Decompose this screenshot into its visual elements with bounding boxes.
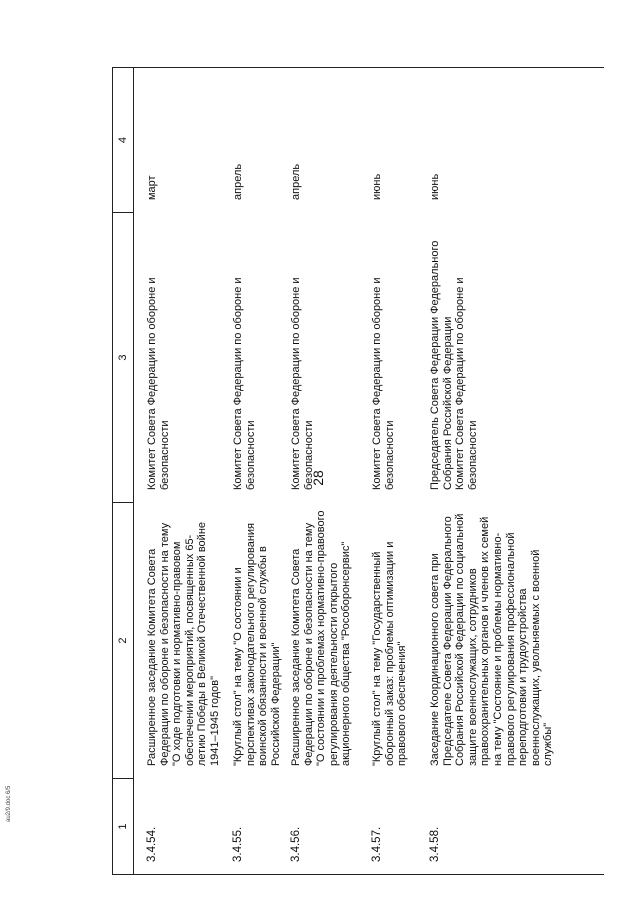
event-title: "Круглый стол" на тему "Государственный оборонный заказ: проблемы оптимизации и правового обеспечения" — [371, 541, 409, 766]
event-title: Заседание Координационного совета при Председателе Совета Федерации Федерального Собрания Российской Федерации по социальной защите военнослужащих, сотрудников правоохранительных органов и членов их семей на тему "Состояние и проблемы нормативно-правового регулирования профессиональной переподготовки и трудоустройства военнослужащих, увольняемых с военной службы" — [429, 513, 555, 766]
table-row — [371, 66, 409, 874]
responsible-body: Комитет Совета Федерации по обороне и безопасности — [371, 277, 396, 490]
responsible-body: Комитет Совета Федерации по обороне и безопасности — [232, 277, 257, 490]
responsible-body: Комитет Совета Федерации по обороне и безопасности — [146, 277, 171, 490]
page-number: 28 — [310, 470, 326, 486]
event-date: июнь — [429, 173, 441, 200]
events-table — [112, 67, 604, 875]
responsible-body: Комитет Совета Федерации по обороне и безопасности — [290, 277, 315, 490]
header-col-4: 4 — [117, 136, 129, 144]
table-row — [146, 66, 222, 874]
table-row — [429, 66, 555, 874]
event-date: апрель — [232, 163, 244, 200]
responsible-body: Председатель Совета Федерации Федерального Собрания Российской Федерации Комитет Совета Федерации по обороне и безопасности — [429, 240, 479, 490]
event-date: апрель — [290, 163, 302, 200]
event-date: март — [146, 175, 158, 200]
event-title: Расширенное заседание Комитета Совета Федерации по обороне и безопасности на тему "О ходе подготовки и нормативно-правовом обеспечении мероприятий, посвященных 65-летию Победы в Великой Отечественной войне 1941–1945 годов" — [146, 521, 221, 766]
row-number: 3.4.58. — [429, 826, 441, 862]
row-number: 3.4.55. — [232, 826, 244, 862]
header-col-2: 2 — [113, 502, 133, 778]
header-col-3: 3 — [113, 212, 133, 502]
table-row — [290, 66, 353, 874]
row-number: 3.4.54. — [146, 826, 158, 862]
row-number: 3.4.56. — [290, 826, 302, 862]
row-number: 3.4.57. — [371, 826, 383, 862]
event-title: "Круглый стол" на тему "О состоянии и перспективах законодательного регулирования воинской обязанности и военной службы в Российской Федерации" — [232, 522, 282, 766]
table-row — [232, 66, 282, 874]
rotated-page — [112, 67, 604, 875]
event-title: Расширенное заседание Комитета Совета Федерации по обороне и безопасности на тему "О состоянии и проблемах нормативно-правового регулирования деятельности открытого акционерного общества "Рособоронсервис" — [290, 510, 353, 766]
event-date: июнь — [371, 173, 383, 200]
document-file-mark: au2/9.doc 6/5 — [6, 785, 12, 822]
header-col-1: 1 — [113, 778, 133, 874]
table-header — [112, 68, 134, 874]
